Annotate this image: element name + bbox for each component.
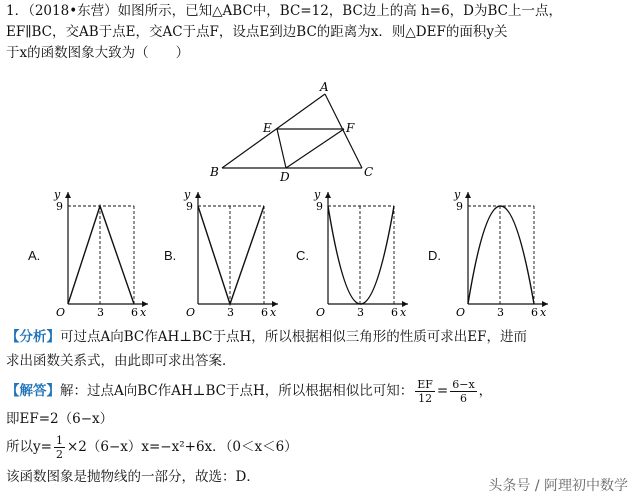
solution-line-2: 即EF=2（6−x） <box>6 411 114 427</box>
point-f-label: F <box>346 121 355 135</box>
segment-fd <box>286 129 344 168</box>
analysis-tag: 【分析】 <box>6 329 60 345</box>
tick-9: 9 <box>186 200 193 213</box>
triangle-figure <box>200 82 400 182</box>
point-c-label: C <box>364 165 374 179</box>
graph-c <box>312 186 412 320</box>
y-axis-arrow <box>465 192 471 198</box>
segment-ed <box>277 129 286 168</box>
origin-label: O <box>456 306 466 319</box>
question-line-3: 于x的函数图象大致为（ ） <box>6 45 190 61</box>
x-axis-label: x <box>270 306 277 319</box>
analysis-line-2: 求出函数关系式，由此即可求出答案． <box>6 353 236 369</box>
option-d-label[interactable]: D. <box>428 248 441 263</box>
function-curve <box>328 206 394 304</box>
point-d-label: D <box>280 170 290 182</box>
x-axis-label: x <box>540 306 547 319</box>
tick-6: 6 <box>131 306 138 319</box>
fraction-one-half: $\frac{1}{2}$ <box>55 434 63 461</box>
tick-3: 3 <box>357 306 364 319</box>
tick-6: 6 <box>391 306 398 319</box>
x-axis-label: x <box>400 306 407 319</box>
function-curve <box>68 206 134 304</box>
solution-line-3: 所以y= $\frac{1}{2}$ ×2（6−x）x=−x²+6x．（0＜x＜6） <box>6 434 298 461</box>
point-b-label: B <box>210 165 219 179</box>
point-e-label: E <box>263 121 272 135</box>
tick-3: 3 <box>227 306 234 319</box>
y-axis-label: y <box>454 188 461 201</box>
option-b-label[interactable]: B. <box>164 248 177 263</box>
y-axis-label: y <box>54 188 61 201</box>
tick-9: 9 <box>316 200 323 213</box>
fraction-6-minus-x-over-6: $\frac{6-x}{6}$ <box>452 378 475 405</box>
function-curve <box>198 206 264 304</box>
graph-b <box>182 186 282 320</box>
y-axis-arrow <box>325 192 331 198</box>
question-line-1: 1．（2018•东营）如图所示，已知△ABC中，BC=12，BC边上的高 h=6，D为BC上一点， <box>6 3 562 19</box>
origin-label: O <box>186 306 196 319</box>
solution-line-1: 【解答】解：过点A向BC作AH⊥BC于点H，所以根据相似比可知： $\frac{EF}{12}$ = $\frac{6-x}{6}$ ， <box>6 378 493 405</box>
tick-6: 6 <box>531 306 538 319</box>
tick-6: 6 <box>261 306 268 319</box>
graph-d <box>452 186 552 320</box>
fraction-ef-over-12: $\frac{EF}{12}$ <box>417 378 433 405</box>
tick-9: 9 <box>56 200 63 213</box>
graph-a <box>52 186 152 320</box>
x-axis-label: x <box>140 306 147 319</box>
solution-line-4: 该函数图象是抛物线的一部分，故选：D． <box>6 469 260 485</box>
origin-label: O <box>316 306 326 319</box>
option-a-label[interactable]: A. <box>28 248 41 263</box>
side-ac <box>325 94 362 168</box>
watermark: 头条号 / 阿理初中数学 <box>488 478 628 494</box>
point-a-label: A <box>320 82 329 94</box>
y-axis-arrow <box>195 192 201 198</box>
y-axis-arrow <box>65 192 71 198</box>
tick-3: 3 <box>497 306 504 319</box>
tick-9: 9 <box>456 200 463 213</box>
solution-tag: 【解答】 <box>6 383 60 399</box>
question-line-2: EF∥BC，交AB于点E，交AC于点F，设点E到边BC的距离为x．则△DEF的面积y关 <box>6 24 508 40</box>
side-ab <box>222 94 325 168</box>
y-axis-label: y <box>314 188 321 201</box>
function-curve <box>468 206 534 304</box>
analysis-line-1: 【分析】可过点A向BC作AH⊥BC于点H，所以根据相似三角形的性质可求出EF，进而 <box>6 329 527 345</box>
tick-3: 3 <box>97 306 104 319</box>
y-axis-label: y <box>184 188 191 201</box>
origin-label: O <box>56 306 66 319</box>
option-c-label[interactable]: C. <box>296 248 309 263</box>
